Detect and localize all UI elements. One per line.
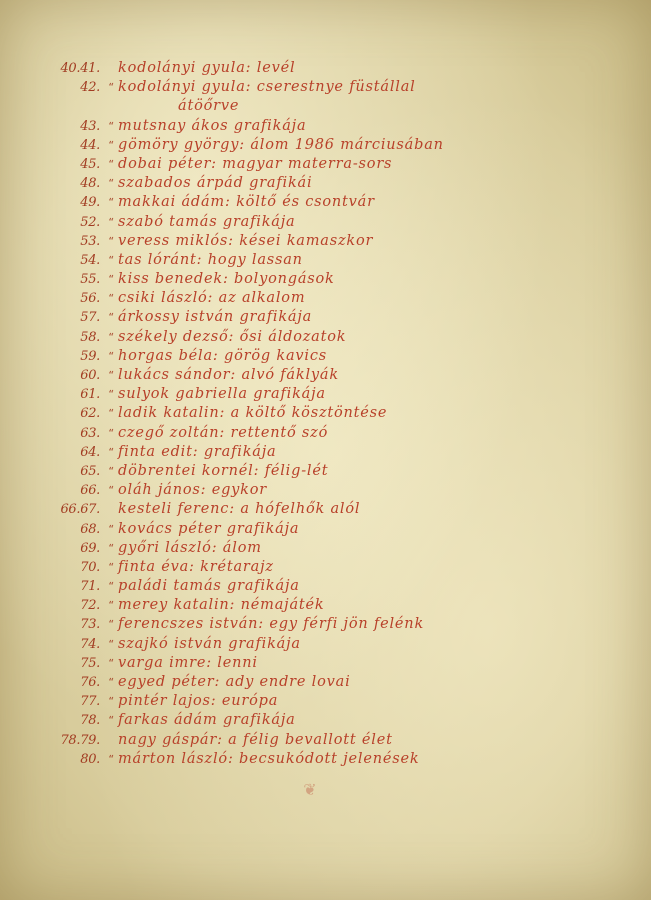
entry-title: kiss benedek: bolyongások (118, 271, 335, 288)
page-number: 64. (80, 444, 100, 460)
ditto-mark: “ (108, 714, 114, 728)
list-item (58, 482, 638, 501)
list-item (58, 348, 638, 367)
ditto-mark: “ (108, 618, 114, 632)
list-item (58, 214, 638, 233)
ditto-mark: “ (108, 196, 114, 210)
list-item (58, 444, 638, 463)
list-item (58, 175, 638, 194)
entry-title: veress miklós: kései kamaszkor (118, 232, 374, 249)
page-number: 68. (80, 521, 100, 537)
page-number: 69. (80, 540, 100, 556)
ditto-mark: “ (108, 330, 114, 344)
entry-title: kovács péter grafikája (118, 520, 300, 537)
entry-title: ferencszes istván: egy férfi jön felénk (118, 616, 425, 633)
entry-title: czegő zoltán: rettentő szó (118, 424, 329, 441)
entry-title: sulyok gabriella grafikája (118, 386, 326, 403)
list-item (58, 732, 638, 751)
ditto-mark: “ (108, 426, 114, 440)
list-item (58, 693, 638, 712)
page-number: 80. (80, 751, 100, 767)
entry-title: árkossy istván grafikája (118, 309, 313, 326)
list-item (58, 309, 638, 328)
page-number: 44. (80, 137, 100, 153)
ditto-mark: “ (108, 311, 114, 325)
ditto-mark: “ (108, 369, 114, 382)
list-item (58, 233, 638, 252)
list-item (58, 559, 638, 578)
entry-title: győri lászló: álom (118, 539, 262, 556)
ditto-mark: “ (108, 445, 114, 459)
ditto-mark: “ (108, 157, 114, 171)
table-of-contents (58, 60, 638, 770)
page-number: 75. (80, 655, 100, 671)
list-item (58, 194, 638, 213)
entry-title: kesteli ferenc: a hófelhők alól (118, 501, 361, 518)
list-item (58, 712, 638, 731)
page-number: 62. (80, 406, 100, 422)
list-item (58, 60, 638, 79)
page-number: 71. (80, 579, 100, 595)
list-item (58, 271, 638, 290)
page-number: 59. (80, 348, 100, 364)
entry-title: pintér lajos: európa (118, 693, 279, 710)
list-item (58, 156, 638, 175)
list-item (58, 597, 638, 616)
list-item (58, 674, 638, 693)
ditto-mark: “ (108, 695, 114, 709)
ditto-mark: “ (108, 522, 114, 536)
ditto-mark: “ (108, 656, 114, 670)
entry-title: szajkó istván grafikája (118, 635, 301, 652)
entry-title: szabó tamás grafikája (118, 213, 296, 230)
ditto-mark: “ (108, 599, 114, 613)
page-number: 52. (80, 214, 100, 230)
page-number: 53. (80, 233, 100, 249)
ditto-mark: “ (108, 541, 114, 555)
decorative-flourish-icon: ❦ (303, 780, 317, 799)
list-item (58, 386, 638, 405)
ditto-mark: “ (108, 637, 114, 651)
ditto-mark: “ (108, 560, 114, 574)
entry-title: márton lászló: becsukódott jelenések (118, 750, 420, 767)
ditto-mark: “ (108, 81, 114, 95)
entry-title: paládi tamás grafikája (118, 578, 300, 595)
entry-title: egyed péter: ady endre lovai (118, 674, 351, 690)
ditto-mark: “ (108, 484, 114, 498)
entry-title: finta edit: grafikája (118, 443, 277, 460)
entry-title: merey katalin: némajáték (118, 597, 325, 614)
page-number: 66. (80, 483, 100, 499)
page-number: 65. (80, 463, 100, 479)
list-item (58, 540, 638, 559)
entry-title: dobai péter: magyar materra-sors (118, 155, 393, 172)
page-number: 72. (80, 598, 100, 614)
page-number: 55. (80, 272, 100, 288)
list-item (58, 425, 638, 444)
list-item (58, 329, 638, 348)
list-item (58, 501, 638, 520)
page-number: 56. (80, 291, 100, 307)
page-number: 63. (80, 425, 100, 441)
page-number: 58. (80, 329, 100, 345)
ditto-mark: “ (108, 215, 114, 229)
entry-title: varga imre: lenni (118, 654, 258, 671)
entry-title: horgas béla: görög kavics (118, 347, 328, 364)
ditto-mark: “ (108, 580, 114, 594)
ditto-mark: “ (108, 119, 114, 133)
page-number: 76. (80, 675, 100, 690)
page-number: 49. (80, 195, 100, 211)
list-item (58, 137, 638, 156)
page-number: 42. (80, 80, 100, 96)
entry-title: farkas ádám grafikája (118, 712, 296, 729)
entry-title: makkai ádám: költő és csontvár (118, 194, 375, 211)
entry-title: csiki lászló: az alkalom (118, 290, 306, 307)
page-number: 78.79. (60, 732, 100, 748)
page-number: 54. (80, 252, 100, 268)
ditto-mark: “ (108, 234, 114, 248)
list-item (58, 405, 638, 424)
ditto-mark: “ (108, 177, 114, 191)
ditto-mark: “ (108, 464, 114, 478)
entry-title: átöőrve (178, 98, 240, 115)
list-item-continuation (58, 98, 638, 117)
list-item (58, 367, 638, 386)
list-item (58, 616, 638, 635)
list-item (58, 463, 638, 482)
page-number: 48. (80, 176, 100, 192)
list-item (58, 290, 638, 309)
entry-title: mutsnay ákos grafikája (118, 117, 307, 134)
page-number: 43. (80, 118, 100, 134)
entry-title: döbrentei kornél: félig-lét (118, 462, 329, 479)
page-number: 66.67. (60, 502, 100, 518)
page-number: 78. (80, 713, 100, 729)
entry-title: szabados árpád grafikái (118, 175, 313, 192)
entry-title: gömöry györgy: álom 1986 márciusában (118, 136, 444, 153)
entry-title: nagy gáspár: a félig bevallott élet (118, 731, 393, 748)
entry-title: oláh jános: egykor (118, 482, 268, 499)
ditto-mark: “ (108, 253, 114, 267)
ditto-mark: “ (108, 349, 114, 363)
page-number: 40.41. (60, 61, 100, 76)
entry-title: kodolányi gyula: cserestnye füstállal (118, 79, 416, 96)
entry-title: finta éva: krétarajz (118, 558, 274, 575)
ditto-mark: “ (108, 138, 114, 152)
ditto-mark: “ (108, 752, 114, 766)
list-item (58, 252, 638, 271)
ditto-mark: “ (108, 388, 114, 402)
entry-title: kodolányi gyula: levél (118, 60, 296, 76)
page-number: 60. (80, 368, 100, 383)
list-item (58, 118, 638, 137)
entry-title: tas lóránt: hogy lassan (118, 251, 303, 268)
ditto-mark: “ (108, 273, 114, 287)
entry-title: székely dezső: ősi áldozatok (118, 328, 347, 345)
ditto-mark: “ (108, 676, 114, 689)
list-item (58, 751, 638, 770)
entry-title: ladik katalin: a költő kösztöntése (118, 405, 388, 422)
page-number: 45. (80, 156, 100, 172)
page-number: 57. (80, 310, 100, 326)
list-item (58, 636, 638, 655)
page-number: 73. (80, 617, 100, 633)
list-item (58, 79, 638, 98)
ditto-mark: “ (108, 407, 114, 421)
list-item (58, 655, 638, 674)
page-number: 70. (80, 559, 100, 575)
page-number: 74. (80, 636, 100, 652)
list-item (58, 521, 638, 540)
list-item (58, 578, 638, 597)
ditto-mark: “ (108, 292, 114, 306)
entry-title: lukács sándor: alvó fáklyák (118, 367, 339, 383)
page-number: 61. (80, 387, 100, 403)
page-number: 77. (80, 694, 100, 710)
